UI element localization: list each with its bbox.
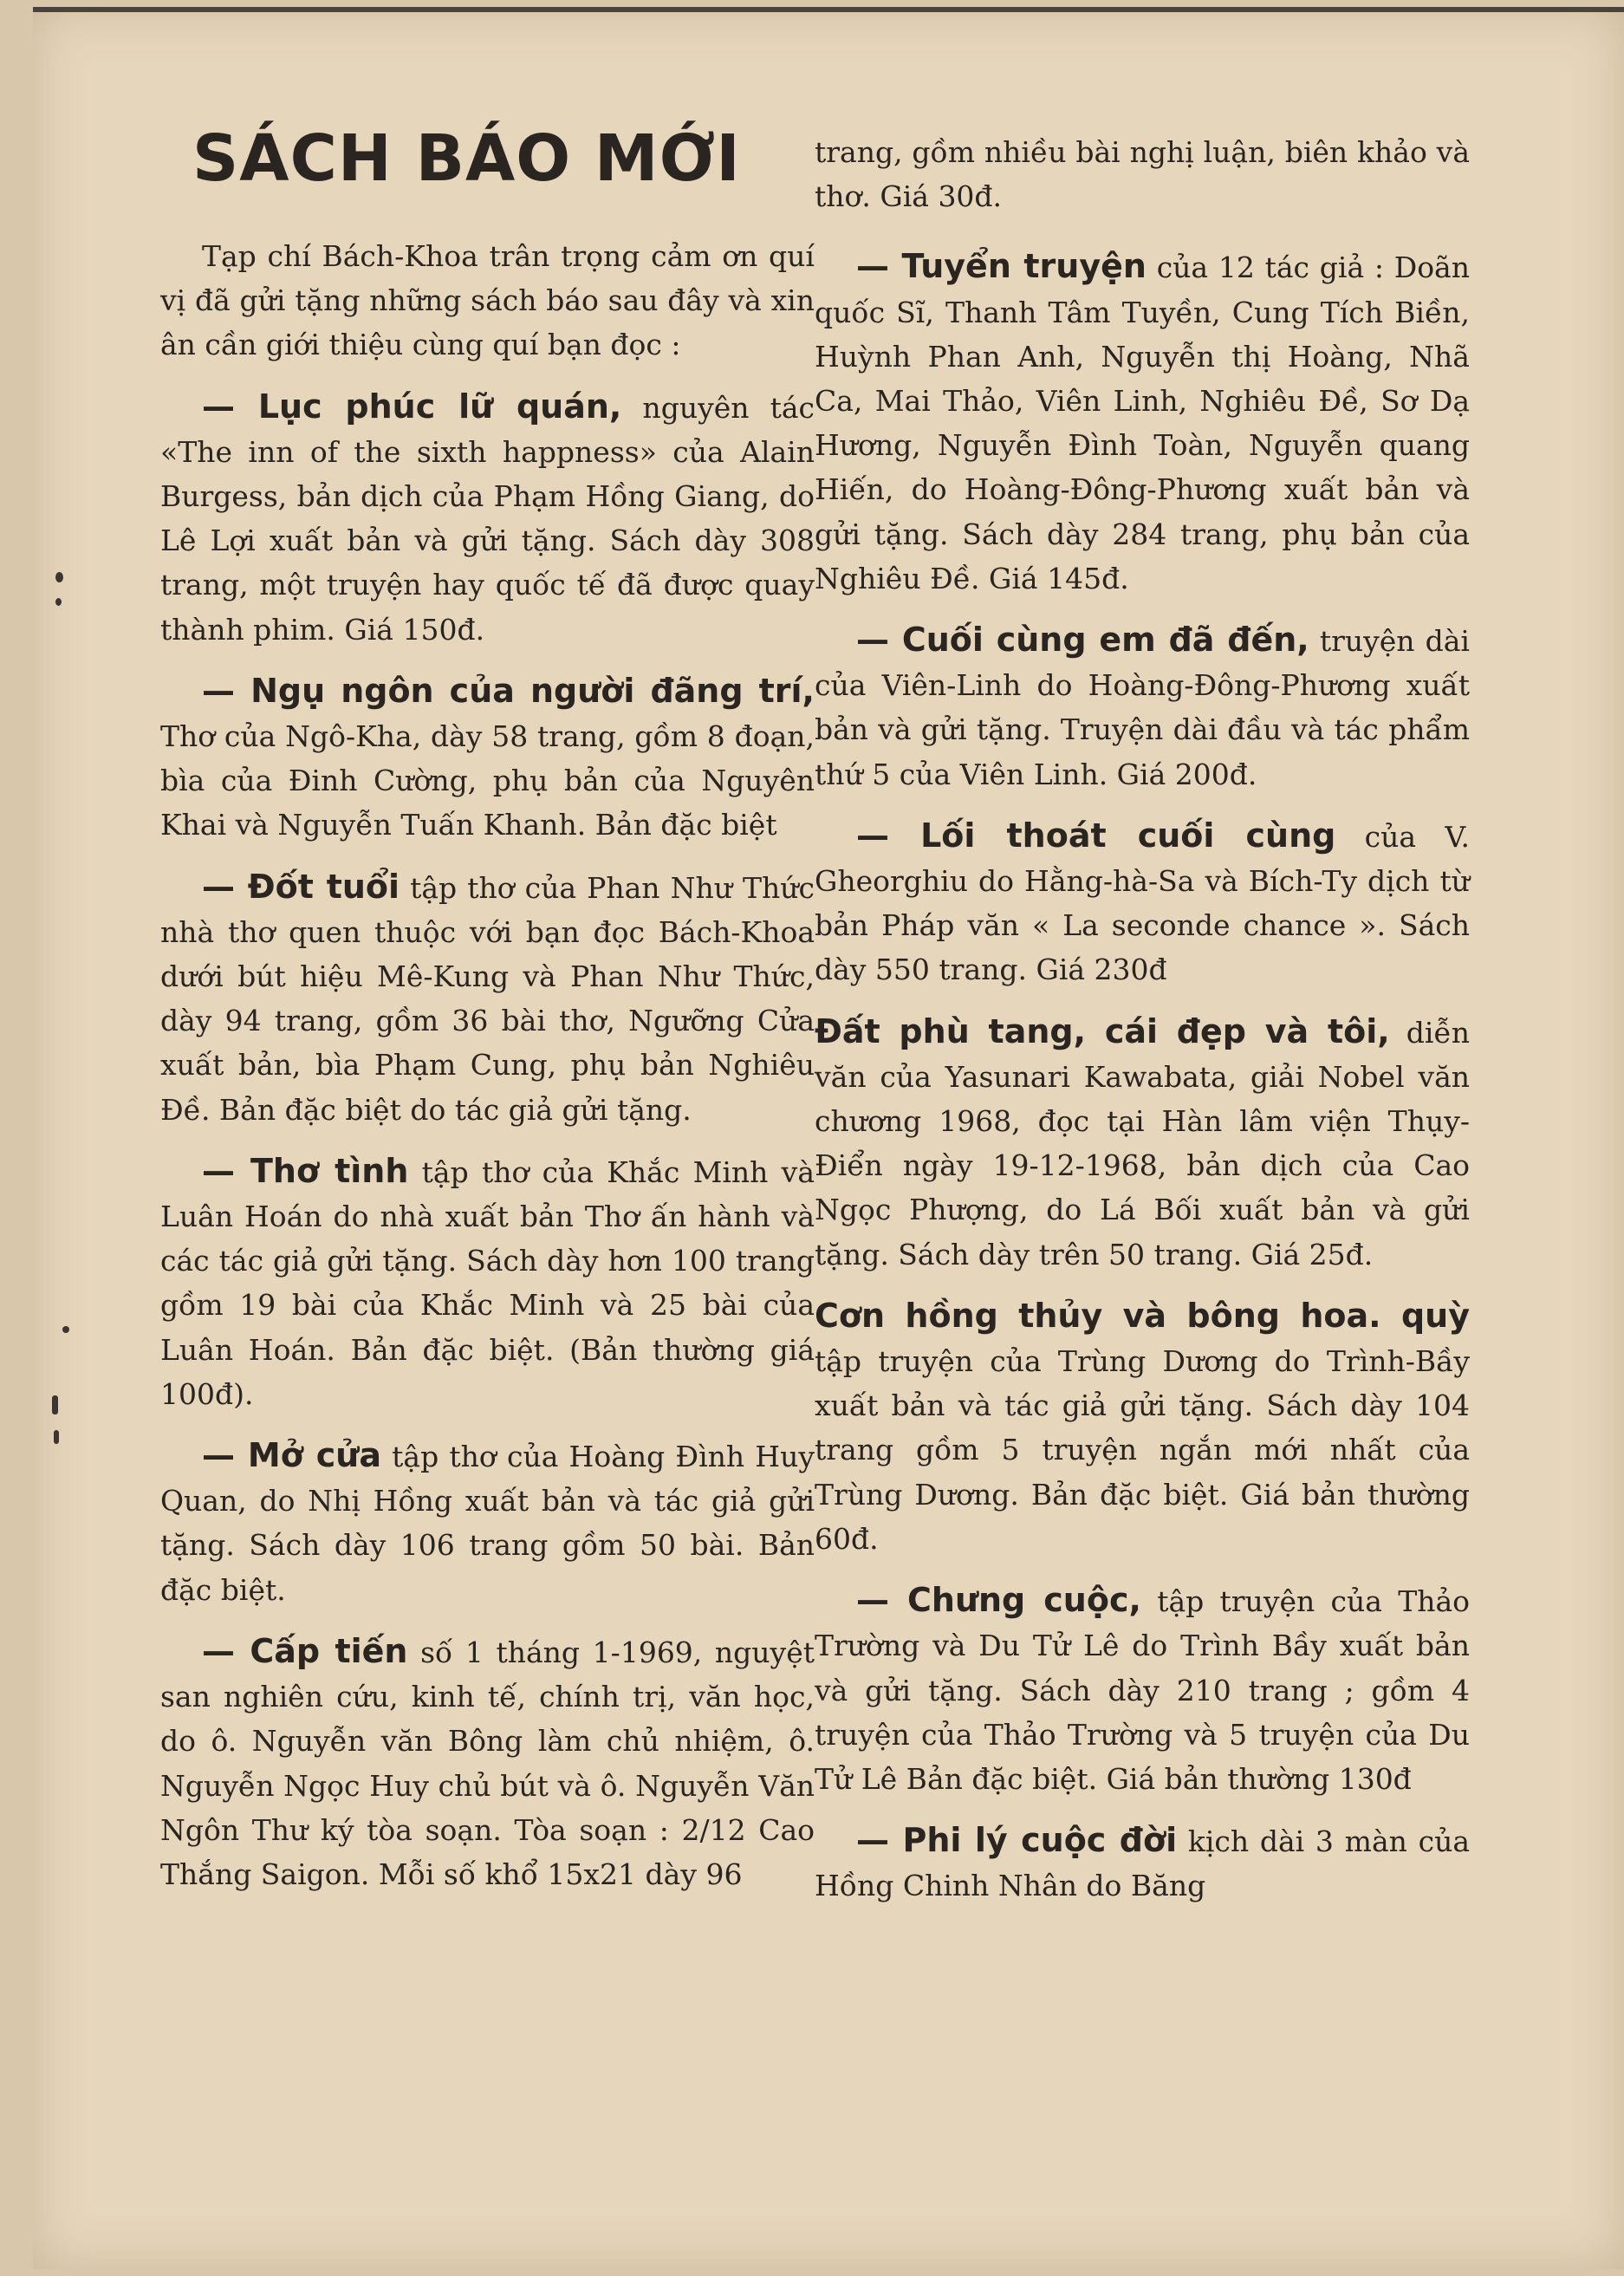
entry-body: tập truyện của Thảo Trường và Du Tử Lê do Trình Bầy xuất bản và gửi tặng. Sách dày 210 trang ; gồm 4 truyện của Thảo Trường và 5 truyện của Du Tử Lê Bản đặc biệt. Giá bản thường 130đ (815, 1584, 1470, 1796)
book-entry (815, 1578, 1470, 1801)
entry-body: tập truyện của Trùng Dương do Trình-Bầy xuất bản và tác giả gửi tặng. Sách dày 104 trang gồm 5 truyện ngắn mới nhất của Trùng Dương. Bản đặc biệt. Giá bản thường 60đ. (815, 1344, 1470, 1556)
book-entry (160, 669, 815, 848)
entry-title: — Lối thoát cuối cùng (856, 816, 1336, 855)
entry-title: — Chưng cuộc, (856, 1581, 1141, 1620)
entry-title: — Tuyển truyện (856, 247, 1147, 286)
entry-body: số 1 tháng 1-1969, nguyệt san nghiên cứu, kinh tế, chính trị, văn học, do ô. Nguyễn văn Bông làm chủ nhiệm, ô. Nguyễn Ngọc Huy chủ bút và ô. Nguyễn Văn Ngôn Thư ký tòa soạn. Tòa soạn : 2/12 Cao Thắng Saigon. Mỗi số khổ 15x21 dày 96 (160, 1635, 815, 1891)
entry-body: diễn văn của Yasunari Kawabata, giải Nobel văn chương 1968, đọc tại Hàn lâm viện Thụy-Điển ngày 19-12-1968, bản dịch của Cao Ngọc Phượng, do Lá Bối xuất bản và gửi tặng. Sách dày trên 50 trang. Giá 25đ. (815, 1015, 1471, 1271)
right-column (815, 130, 1470, 1926)
entry-body: Thơ của Ngô-Kha, dày 58 trang, gồm 8 đoạn, bìa của Đinh Cường, phụ bản của Nguyên Khai và Nguyễn Tuấn Khanh. Bản đặc biệt (160, 719, 815, 842)
left-column (160, 234, 815, 1914)
book-entry (160, 1434, 815, 1612)
entry-body: tập thơ của Hoàng Đình Huy Quan, do Nhị Hồng xuất bản và tác giả gửi tặng. Sách dày 106 trang gồm 50 bài. Bản đặc biệt. (160, 1440, 815, 1607)
entry-title: — Ngụ ngôn của người đãng trí, (202, 671, 815, 710)
intro-paragraph: Tạp chí Bách-Khoa trân trọng cảm ơn quí vị đã gửi tặng những sách báo sau đây và xin ân cần giới thiệu cùng quí bạn đọc : (160, 239, 815, 362)
ink-speck (54, 1430, 59, 1444)
entry-body: kịch dài 3 màn của Hồng Chinh Nhân do Băng (815, 1824, 1471, 1903)
entry-title: Cơn hồng thủy và bông hoa. quỳ (815, 1296, 1470, 1335)
ink-speck (52, 1395, 58, 1414)
entry-body: nguyên tác «The inn of the sixth happness» của Alain Burgess, bản dịch của Phạm Hồng Giang, do Lê Lợi xuất bản và gửi tặng. Sách dày 308 trang, một truyện hay quốc tế đã được quay thành phim. Giá 150đ. (160, 390, 815, 647)
entry-title: — Lục phúc lữ quán, (202, 387, 622, 426)
book-entry (815, 1818, 1470, 1908)
continued-text: trang, gồm nhiều bài nghị luận, biên khảo và thơ. Giá 30đ. (815, 135, 1470, 214)
book-entry (815, 244, 1470, 601)
entry-title: — Thơ tình (202, 1151, 409, 1190)
entry-title: — Cấp tiến (202, 1631, 408, 1670)
entry-body: của 12 tác giả : Doãn quốc Sĩ, Thanh Tâm Tuyền, Cung Tích Biền, Huỳnh Phan Anh, Nguyễn thị Hoàng, Nhã Ca, Mai Thảo, Viên Linh, Nghiêu Đề, Sơ Dạ Hương, Nguyễn Đình Toàn, Nguyễn quang Hiến, do Hoàng-Đông-Phương xuất bản và gửi tặng. Sách dày 284 trang, phụ bản của Nghiêu Đề. Giá 145đ. (815, 250, 1470, 595)
top-rule (33, 7, 1624, 12)
ink-speck (62, 1326, 69, 1333)
entry-title: — Cuối cùng em đã đến, (856, 621, 1309, 660)
entry-title: Đất phù tang, cái đẹp và tôi, (815, 1011, 1390, 1050)
entry-title: — Đốt tuổi (202, 867, 400, 906)
ink-speck (55, 598, 62, 606)
book-entry (815, 618, 1470, 797)
entry-body: tập thơ của Phan Như Thức nhà thơ quen thuộc với bạn đọc Bách-Khoa dưới bút hiệu Mê-Kung và Phan Như Thức, dày 94 trang, gồm 36 bài thơ, Ngưỡng Cửa xuất bản, bìa Phạm Cung, phụ bản Nghiêu Đề. Bản đặc biệt do tác giả gửi tặng. (160, 870, 815, 1127)
book-entry (160, 1149, 815, 1416)
entry-body: của V. Gheorghiu do Hằng-hà-Sa và Bích-Ty dịch từ bản Pháp văn « La seconde chance ». Sách dày 550 trang. Giá 230đ (815, 819, 1470, 987)
book-entry (815, 1294, 1470, 1561)
book-entry (815, 1010, 1470, 1277)
entry-body: truyện dài của Viên-Linh do Hoàng-Đông-Phương xuất bản và gửi tặng. Truyện dài đầu và tác phẩm thứ 5 của Viên Linh. Giá 200đ. (815, 624, 1470, 791)
ink-speck (55, 572, 63, 582)
page-title: SÁCH BÁO MỚI (192, 121, 741, 196)
book-entry (160, 1629, 815, 1896)
entry-title: — Phi lý cuộc đời (856, 1821, 1178, 1860)
entry-title: — Mở cửa (202, 1436, 381, 1475)
book-entry (815, 814, 1470, 992)
book-entry (160, 865, 815, 1132)
book-entry (160, 385, 815, 652)
entry-body: tập thơ của Khắc Minh và Luân Hoán do nhà xuất bản Thơ ấn hành và các tác giả gửi tặng. Sách dày hơn 100 trang gồm 19 bài của Khắc Minh và 25 bài của Luân Hoán. Bản đặc biệt. (Bản thường giá 100đ). (160, 1154, 815, 1411)
